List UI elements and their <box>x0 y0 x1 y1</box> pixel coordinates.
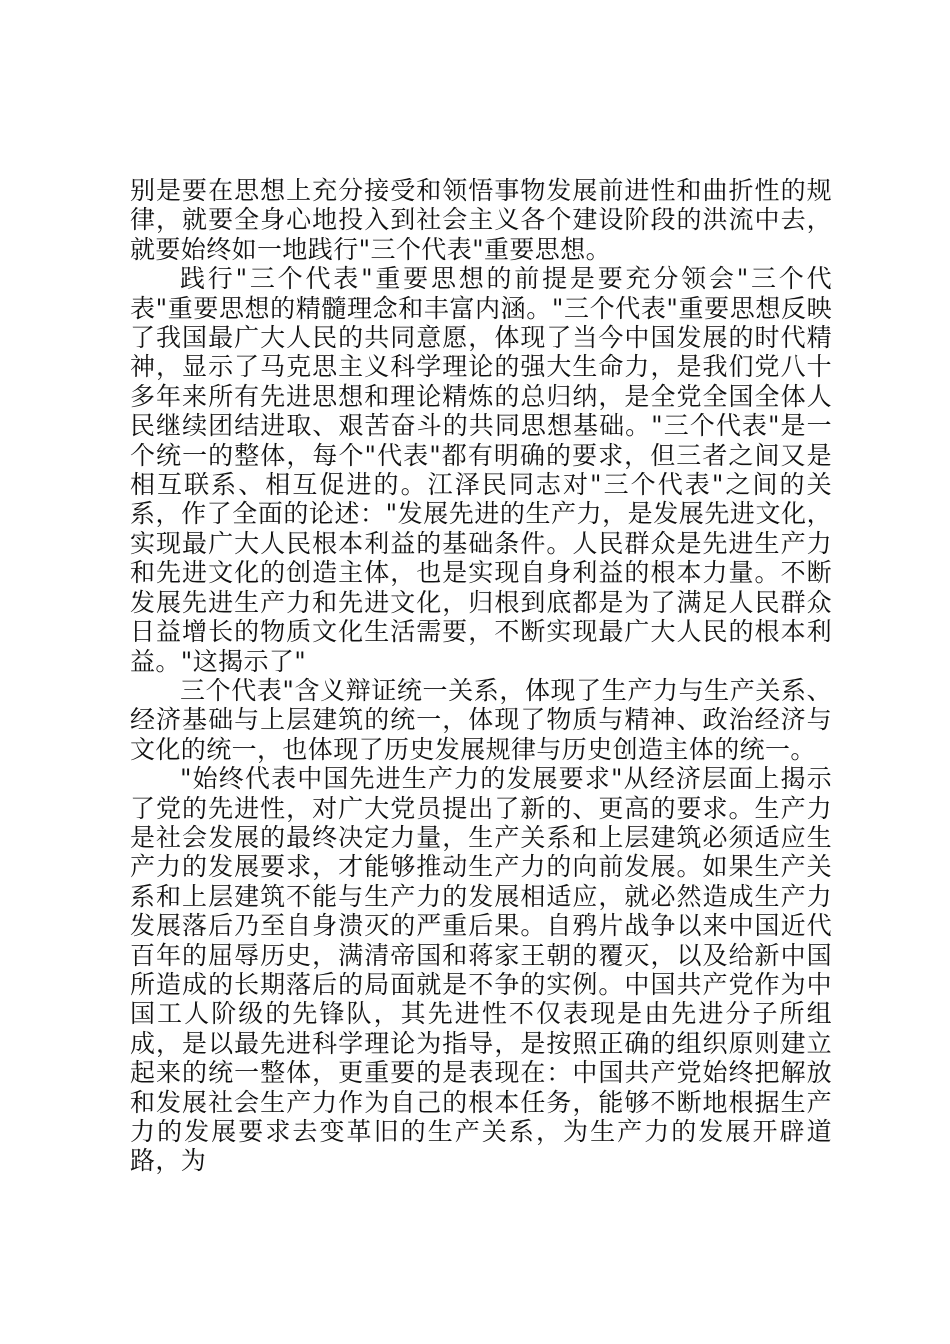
paragraph-1: 别是要在思想上充分接受和领悟事物发展前进性和曲折性的规律，就要全身心地投入到社会主义各个建设阶段的洪流中去，就要始终如一地践行"三个代表"重要思想。 <box>130 176 832 264</box>
paragraph-2: 践行"三个代表"重要思想的前提是要充分领会"三个代表"重要思想的精髓理念和丰富内涵。"三个代表"重要思想反映了我国最广大人民的共同意愿，体现了当今中国发展的时代精神，显示了马克思主义科学理论的强大生命力，是我们党八十多年来所有先进思想和理论精炼的总归纳，是全党全国全体人民继续团结进取、艰苦奋斗的共同思想基础。"三个代表"是一个统一的整体，每个"代表"都有明确的要求，但三者之间又是相互联系、相互促进的。江泽民同志对"三个代表"之间的关系，作了全面的论述："发展先进的生产力，是发展先进文化，实现最广大人民根本利益的基础条件。人民群众是先进生产力和先进文化的创造主体，也是实现自身利益的根本力量。不断发展先进生产力和先进文化，归根到底都是为了满足人民群众日益增长的物质文化生活需要，不断实现最广大人民的根本利益。"这揭示了" <box>130 264 832 676</box>
paragraph-3: 三个代表"含义辩证统一关系，体现了生产力与生产关系、经济基础与上层建筑的统一，体现了物质与精神、政治经济与文化的统一，也体现了历史发展规律与历史创造主体的统一。 <box>130 675 832 764</box>
document-body <box>130 176 832 1176</box>
paragraph-4: "始终代表中国先进生产力的发展要求"从经济层面上揭示了党的先进性，对广大党员提出了新的、更高的要求。生产力是社会发展的最终决定力量，生产关系和上层建筑必须适应生产力的发展要求，才能够推动生产力的向前发展。如果生产关系和上层建筑不能与生产力的发展相适应，就必然造成生产力发展落后乃至自身溃灭的严重后果。自鸦片战争以来中国近代百年的屈辱历史，满清帝国和蒋家王朝的覆灭，以及给新中国所造成的长期落后的局面就是不争的实例。中国共产党作为中国工人阶级的先锋队，其先进性不仅表现是由先进分子所组成，是以最先进科学理论为指导，是按照正确的组织原则建立起来的统一整体，更重要的是表现在：中国共产党始终把解放和发展社会生产力作为自己的根本任务，能够不断地根据生产力的发展要求去变革旧的生产关系，为生产力的发展开辟道路，为 <box>130 764 832 1176</box>
